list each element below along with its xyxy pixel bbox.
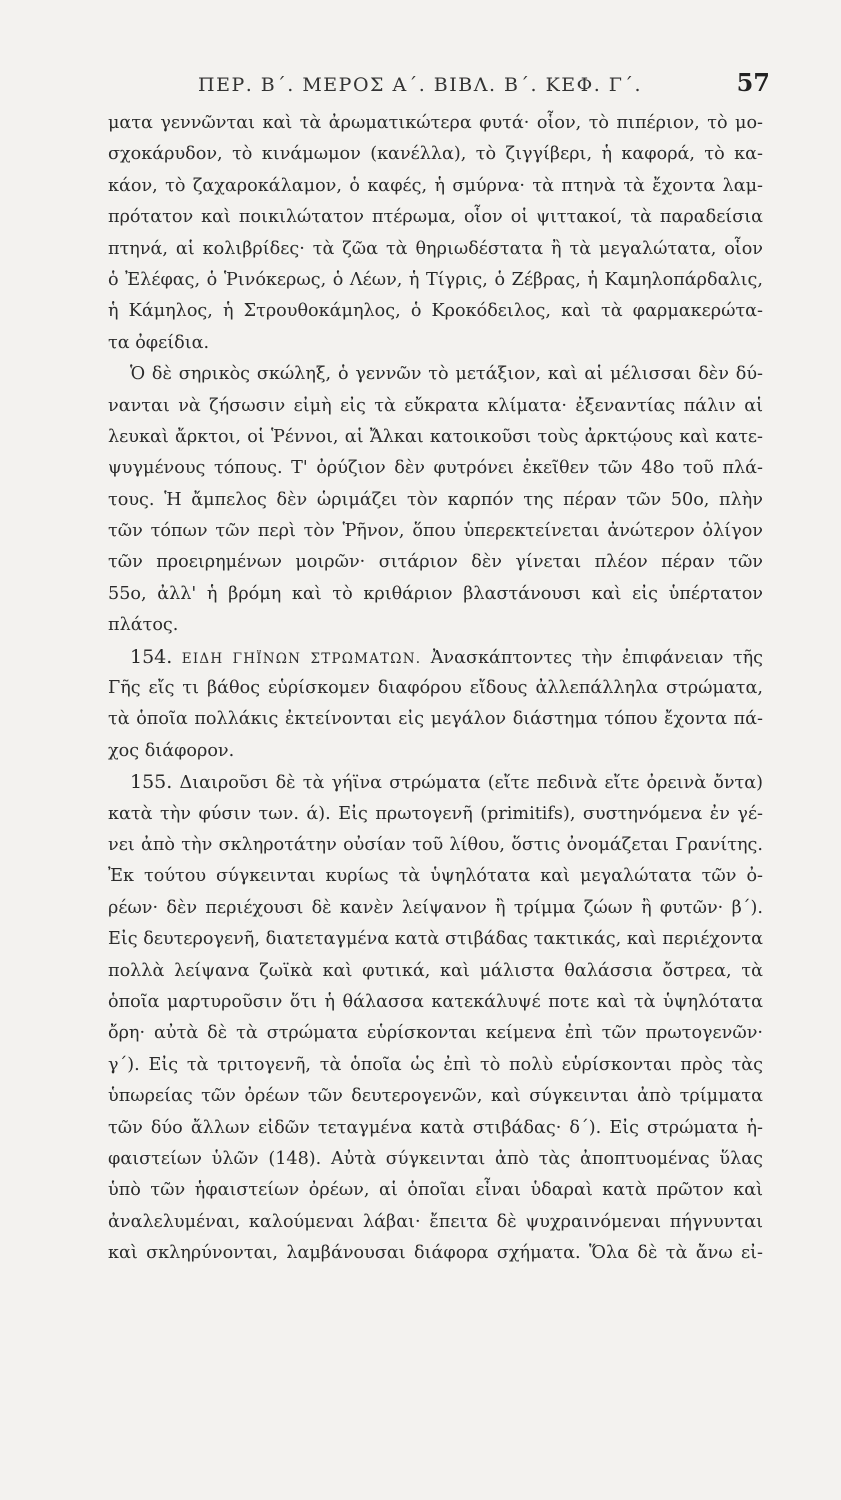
text-line: ψυγμένους τόπους. Τ' ὀρύζιον δὲν φυτρόνει ἐκεῖθεν τῶν 48ο τοῦ πλά- <box>108 458 763 479</box>
section-title: ΕΙΔΗ ΓΗΪΝΩΝ ΣΤΡΩΜΑΤΩΝ. <box>181 650 422 667</box>
text-line: χος διάφορον. <box>108 740 235 761</box>
page-number: 57 <box>736 68 770 97</box>
running-head-title: ΠΕΡ. Β΄. ΜΕΡΟΣ Α΄. ΒΙΒΛ. Β΄. ΚΕΦ. Γ΄. <box>198 74 643 96</box>
text-line: τῶν προειρημένων μοιρῶν· σιτάριον δὲν γίνεται πλέον πέραν τῶν <box>108 552 763 573</box>
text-line: τῶν δύο ἄλλων εἰδῶν τεταγμένα κατὰ στιβάδας· δ΄). Εἰς στρώματα ἡ- <box>108 1117 763 1138</box>
text-line: Ὁ δὲ σηρικὸς σκώληξ, ὁ γεννῶν τὸ μετάξιον, καὶ αἱ μέλισσαι δὲν δύ- <box>130 364 763 385</box>
text-line: πολλὰ λείψανα ζωϊκὰ καὶ φυτικά, καὶ μάλιστα θαλάσσια ὄστρεα, τὰ <box>108 960 763 981</box>
text-line: πρότατον καὶ ποικιλώτατον πτέρωμα, οἷον οἱ ψιττακοί, τὰ παραδείσια <box>108 207 763 228</box>
body-text <box>108 108 763 1269</box>
text-line: ρέων· δὲν περιέχουσι δὲ κανὲν λείψανον ἢ τρίμμα ζώων ἢ φυτῶν· β΄). <box>108 897 763 918</box>
text-line: Γῆς εἴς τι βάθος εὑρίσκομεν διαφόρου εἴδους ἀλλεπάλληλα στρώματα, <box>108 678 763 699</box>
text-line: καὶ σκληρύνονται, λαμβάνουσαι διάφορα σχήματα. Ὅλα δὲ τὰ ἄνω εἰ- <box>108 1243 763 1264</box>
text-line: ὁ Ἐλέφας, ὁ Ῥινόκερως, ὁ Λέων, ἡ Τίγρις, ὁ Ζέβρας, ἡ Καμηλοπάρδαλις, <box>108 269 763 290</box>
text-line: κατὰ τὴν φύσιν των. ά). Εἰς πρωτογενῆ (primitifs), συστηνόμενα ἐν γέ- <box>108 803 763 824</box>
text-line: τα ὀφείδια. <box>108 332 210 353</box>
text-line: ἡ Κάμηλος, ἡ Στρουθοκάμηλος, ὁ Κροκόδειλος, καὶ τὰ φαρμακερώτα- <box>108 301 763 322</box>
text-line: ὑπὸ τῶν ἡφαιστείων ὀρέων, αἱ ὁποῖαι εἶναι ὑδαραὶ κατὰ πρῶτον καὶ <box>108 1180 763 1201</box>
text-line: ματα γεννῶνται καὶ τὰ ἀρωματικώτερα φυτά· οἷον, τὸ πιπέριον, τὸ μο- <box>108 113 763 133</box>
text-line: τους. Ἡ ἄμπελος δὲν ὡριμάζει τὸν καρπόν της πέραν τῶν 50ο, πλὴν <box>108 489 763 510</box>
section-154-heading-line <box>108 642 763 673</box>
text-line: γ΄). Εἰς τὰ τριτογενῆ, τὰ ὁποῖα ὡς ἐπὶ τὸ πολὺ εὑρίσκονται πρὸς τὰς <box>108 1054 763 1075</box>
text-line: πτηνά, αἱ κολιβρίδες· τὰ ζῶα τὰ θηριωδέστατα ἢ τὰ μεγαλώτατα, οἷον <box>108 238 763 259</box>
text-line: κάον, τὸ ζαχαροκάλαμον, ὁ καφές, ἡ σμύρνα· τὰ πτηνὰ τὰ ἔχοντα λαμ- <box>108 175 763 196</box>
section-number: 154. <box>130 645 173 668</box>
section-155-heading-line <box>108 767 763 798</box>
text-line: Εἰς δευτερογενῆ, διατεταγμένα κατὰ στιβάδας τακτικάς, καὶ περιέχοντα <box>108 929 763 950</box>
text-line: ὁποῖα μαρτυροῦσιν ὅτι ἡ θάλασσα κατεκάλυψέ ποτε καὶ τὰ ὑψηλότατα <box>108 991 763 1012</box>
running-head <box>110 68 770 104</box>
text-line: ὑπωρείας τῶν ὀρέων τῶν δευτερογενῶν, καὶ σύγκεινται ἀπὸ τρίμματα <box>108 1086 763 1107</box>
text-line: φαιστείων ὑλῶν (148). Αὐτὰ σύγκεινται ἀπὸ τὰς ἀποπτυομένας ὕλας <box>108 1148 763 1169</box>
section-number: 155. <box>130 771 173 794</box>
text-line: νανται νὰ ζήσωσιν εἰμὴ εἰς τὰ εὔκρατα κλίματα· ἐξεναντίας πάλιν αἱ <box>108 395 763 416</box>
section-text: Ἀνασκάπτοντες τὴν ἐπιφάνειαν τῆς <box>430 647 764 668</box>
text-line: νει ἀπὸ τὴν σκληροτάτην οὐσίαν τοῦ λίθου, ὅστις ὀνομάζεται Γρανίτης. <box>108 834 763 855</box>
text-line: Ἐκ τούτου σύγκεινται κυρίως τὰ ὑψηλότατα καὶ μεγαλώτατα τῶν ὀ- <box>108 866 763 887</box>
text-line: ἀναλελυμέναι, καλούμεναι λάβαι· ἔπειτα δὲ ψυχραινόμεναι πήγνυνται <box>108 1211 763 1232</box>
text-line: λευκαὶ ἄρκτοι, οἱ Ῥέννοι, αἱ Ἄλκαι κατοικοῦσι τοὺς ἀρκτῴους καὶ κατε- <box>108 426 763 447</box>
text-line: ὄρη· αὐτὰ δὲ τὰ στρώματα εὑρίσκονται κείμενα ἐπὶ τῶν πρωτογενῶν· <box>108 1023 763 1044</box>
text-line: πλάτος. <box>108 615 179 636</box>
section-text: Διαιροῦσι δὲ τὰ γήϊνα στρώματα (εἴτε πεδινὰ εἴτε ὀρεινὰ ὄντα) <box>179 773 764 794</box>
text-line: 55ο, ἀλλ' ἡ βρόμη καὶ τὸ κριθάριον βλαστάνουσι καὶ εἰς ὑπέρτατον <box>108 583 763 604</box>
text-line: σχοκάρυδον, τὸ κινάμωμον (κανέλλα), τὸ ζιγγίβερι, ἡ καφορά, τὸ κα- <box>108 144 763 165</box>
text-line: τῶν τόπων τῶν περὶ τὸν Ῥῆνον, ὅπου ὑπερεκτείνεται ἀνώτερον ὀλίγον <box>108 521 763 542</box>
text-line: τὰ ὁποῖα πολλάκις ἐκτείνονται εἰς μεγάλον διάστημα τόπου ἔχοντα πά- <box>108 709 763 730</box>
